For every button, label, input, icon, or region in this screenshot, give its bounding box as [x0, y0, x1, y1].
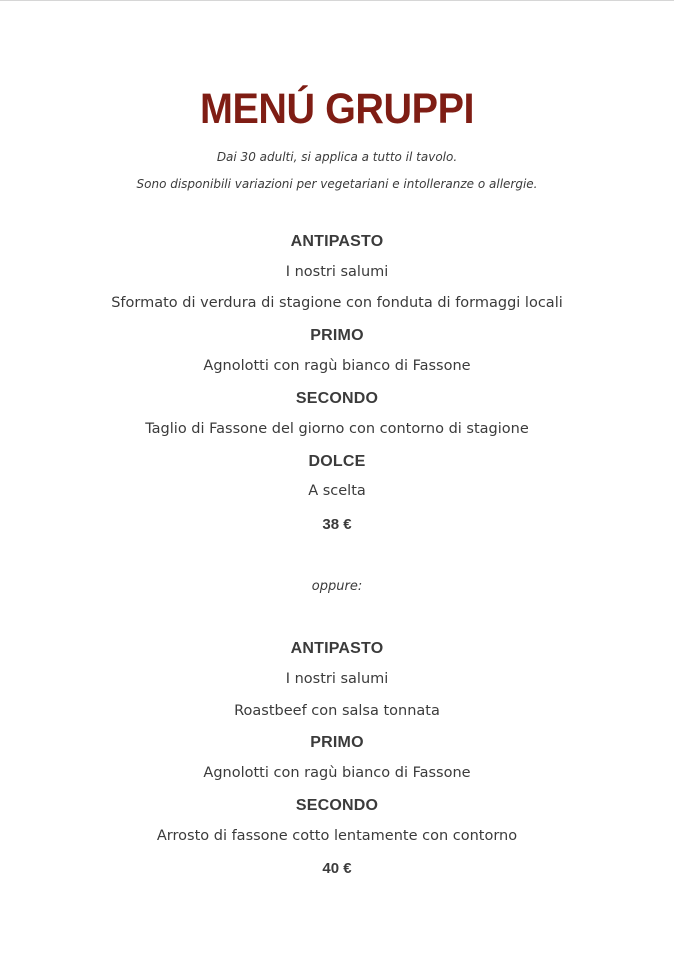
dish-item: Agnolotti con ragù bianco di Fassone: [203, 765, 471, 781]
course-heading-secondo: SECONDO: [295, 797, 379, 814]
menu-price: 38 €: [322, 516, 352, 533]
dish-item: Arrosto di fassone cotto lentamente con contorno: [156, 828, 518, 844]
course-heading-primo: PRIMO: [310, 734, 364, 751]
dish-item: Sformato di verdura di stagione con fonduta di formaggi locali: [111, 295, 563, 311]
subtitle-line: Dai 30 adulti, si applica a tutto il tavolo.: [216, 150, 458, 164]
dish-item: A scelta: [308, 483, 366, 499]
menu-separator: oppure:: [311, 579, 363, 594]
menu-title: MENÚ GRUPPI: [199, 85, 475, 133]
dish-item: I nostri salumi: [285, 264, 389, 280]
course-heading-antipasto: ANTIPASTO: [290, 640, 384, 657]
menu-price: 40 €: [322, 860, 352, 877]
dish-item: Agnolotti con ragù bianco di Fassone: [203, 358, 471, 374]
dish-item: Roastbeef con salsa tonnata: [234, 703, 440, 719]
course-heading-antipasto: ANTIPASTO: [290, 233, 384, 250]
course-heading-dolce: DOLCE: [308, 453, 366, 470]
dish-item: I nostri salumi: [285, 671, 389, 687]
dish-item: Taglio di Fassone del giorno con contorno di stagione: [145, 421, 529, 437]
subtitle-line: Sono disponibili variazioni per vegetariani e intolleranze o allergie.: [136, 177, 538, 191]
course-heading-secondo: SECONDO: [295, 390, 379, 407]
course-heading-primo: PRIMO: [310, 327, 364, 344]
